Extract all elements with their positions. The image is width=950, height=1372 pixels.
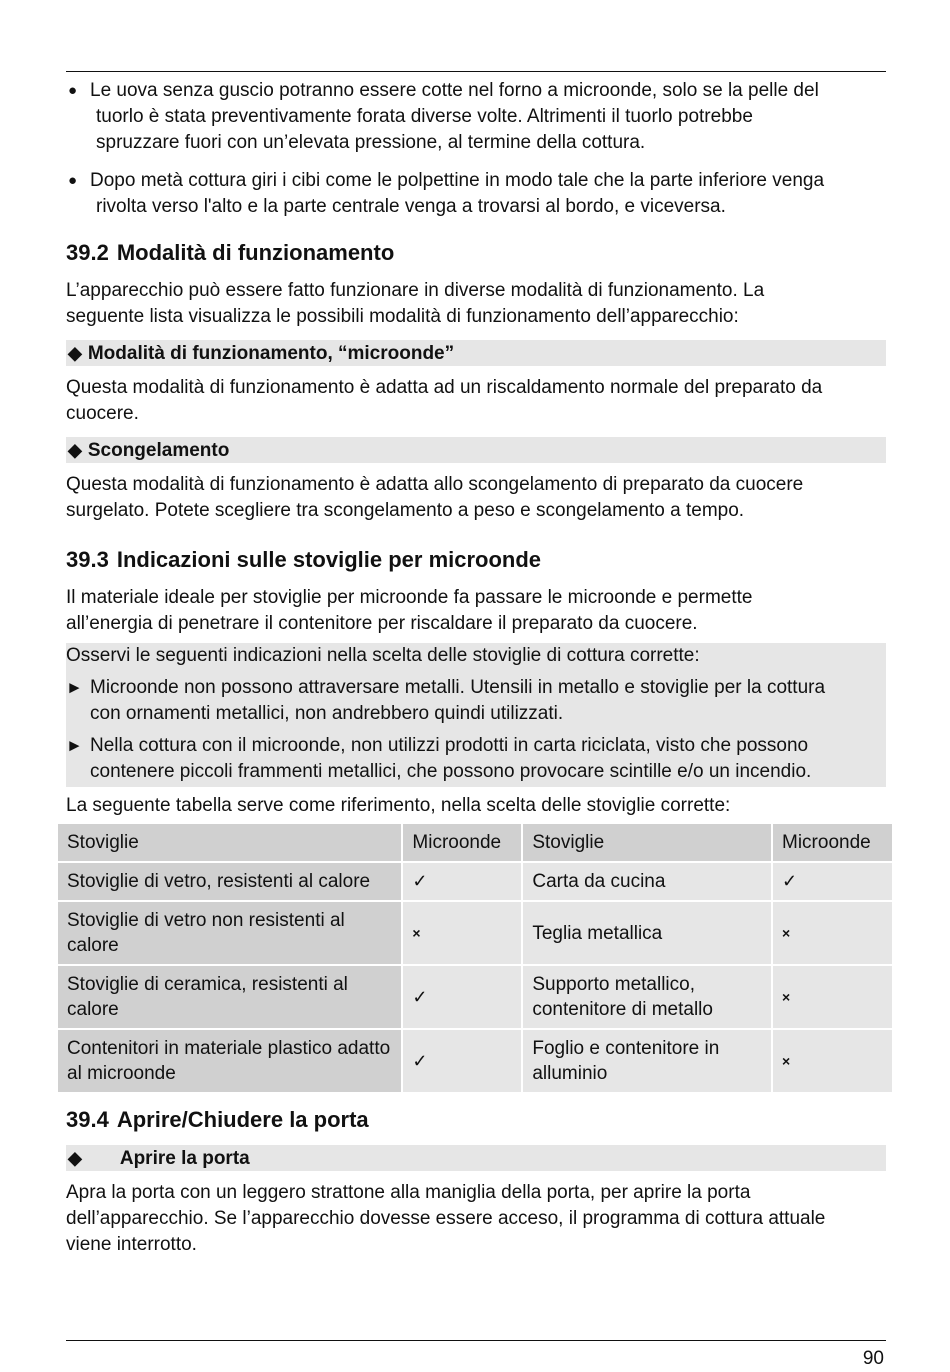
note-text: con ornamenti metallici, non andrebbero quindi utilizzati. [90, 703, 564, 724]
mode-heading-defrost [66, 437, 886, 463]
note-heading: Osservi le seguenti indicazioni nella scelta delle stoviglie di cottura corrette: [66, 645, 700, 666]
mode-title: Modalità di funzionamento, “microonde” [87, 343, 455, 364]
header-cell: Stoviglie [522, 824, 772, 862]
section-title: Indicazioni sulle stoviglie per microonde [116, 547, 542, 572]
bottom-rule [66, 1340, 886, 1341]
paragraph-line: surgelato. Potete scegliere tra scongelamento a peso e scongelamento a tempo. [66, 500, 745, 521]
header-cell: Stoviglie [58, 824, 402, 862]
sub-title: Aprire la porta [119, 1148, 250, 1169]
paragraph-line: L’apparecchio può essere fatto funzionare in diverse modalità di funzionamento. La [66, 280, 765, 301]
table-row [58, 901, 893, 965]
bullet-icon: ● [68, 172, 78, 189]
table-row [58, 1029, 893, 1093]
cookware-cell: Supporto metallico, contenitore di metallo [522, 965, 772, 1029]
bullet-icon: ● [68, 82, 78, 99]
check-icon: ✓ [782, 871, 798, 891]
bullet-text: spruzzare fuori con un’elevata pressione, al termine della cottura. [96, 132, 646, 153]
bullet-text: Le uova senza guscio potranno essere cotte nel forno a microonde, solo se la pelle del [90, 80, 819, 101]
section-39-2 [66, 238, 886, 524]
arrow-right-icon: ► [66, 736, 83, 755]
note-text: Nella cottura con il microonde, non utilizzi prodotti in carta riciclata, visto che possono [90, 735, 809, 756]
section-heading [66, 545, 886, 575]
bullet-text: rivolta verso l'alto e la parte centrale venga a trovarsi al bordo, e viceversa. [96, 196, 726, 217]
section-number: 39.4 [66, 1107, 109, 1132]
check-icon: ✓ [412, 986, 428, 1007]
cookware-cell: Foglio e contenitore in alluminio [522, 1029, 772, 1093]
cookware-table [58, 824, 894, 1094]
bullet-item [66, 168, 886, 220]
paragraph-line: cuocere. [66, 403, 139, 424]
cookware-cell: Contenitori in materiale plastico adatto al microonde [58, 1029, 402, 1093]
bullet-list [66, 78, 886, 220]
cross-icon: × [782, 925, 791, 941]
cross-icon: × [782, 989, 791, 1005]
paragraph-line: Questa modalità di funzionamento è adatta allo scongelamento di preparato da cuocere [66, 474, 804, 495]
section-39-4 [66, 1105, 886, 1258]
table-row [58, 965, 893, 1029]
diamond-icon: ◆ [68, 343, 82, 363]
cookware-cell: Stoviglie di vetro non resistenti al calore [58, 901, 402, 965]
note-item [66, 733, 886, 785]
bullet-text: Dopo metà cottura giri i cibi come le polpettine in modo tale che la parte inferiore venga [90, 170, 825, 191]
paragraph-line: all’energia di penetrare il contenitore per riscaldare il preparato da cuocere. [66, 613, 698, 634]
bullet-item [66, 78, 886, 156]
table-header-row [58, 824, 893, 862]
diamond-icon: ◆ [68, 440, 82, 460]
mode-title: Scongelamento [87, 440, 230, 461]
note-text: contenere piccoli frammenti metallici, che possono provocare scintille e/o un incendio. [90, 761, 812, 782]
paragraph-line: dell’apparecchio. Se l’apparecchio dovesse essere acceso, il programma di cottura attuale [66, 1208, 826, 1229]
paragraph-line: Questa modalità di funzionamento è adatta ad un riscaldamento normale del preparato da [66, 377, 823, 398]
header-cell: Microonde [402, 824, 522, 862]
paragraph-line: Apra la porta con un leggero strattone alla maniglia della porta, per aprire la porta [66, 1182, 751, 1203]
cookware-cell: Stoviglie di ceramica, resistenti al calore [58, 965, 402, 1029]
section-heading [66, 1105, 886, 1135]
section-heading [66, 238, 886, 268]
note-item [66, 675, 886, 727]
arrow-right-icon: ► [66, 678, 83, 697]
page-number: 90 [862, 1348, 884, 1369]
section-title: Modalità di funzionamento [116, 240, 395, 265]
check-icon: ✓ [412, 871, 428, 891]
check-icon: ✓ [412, 1050, 428, 1071]
paragraph-line: Il materiale ideale per stoviglie per microonde fa passare le microonde e permette [66, 587, 753, 608]
note-box [66, 643, 886, 787]
bullet-text: tuorlo è stata preventivamente forata diverse volte. Altrimenti il tuorlo potrebbe [96, 106, 753, 127]
cross-icon: × [782, 1053, 791, 1069]
paragraph-line: seguente lista visualizza le possibili modalità di funzionamento dell’apparecchio: [66, 306, 739, 327]
diamond-icon: ◆ [68, 1148, 82, 1168]
top-rule [66, 71, 886, 72]
mode-heading-microwave [66, 340, 886, 366]
cookware-cell: Carta da cucina [522, 862, 772, 901]
header-cell: Microonde [772, 824, 893, 862]
section-title: Aprire/Chiudere la porta [116, 1107, 369, 1132]
cookware-cell: Stoviglie di vetro, resistenti al calore [58, 862, 402, 901]
cross-icon: × [412, 925, 421, 941]
table-intro: La seguente tabella serve come riferimento, nella scelta delle stoviglie corrette: [66, 795, 731, 816]
table-row [58, 862, 893, 901]
paragraph-line: viene interrotto. [66, 1234, 197, 1255]
sub-heading-open-door [66, 1145, 886, 1171]
note-text: Microonde non possono attraversare metalli. Utensili in metallo e stoviglie per la cottura [90, 677, 826, 698]
section-number: 39.2 [66, 240, 109, 265]
cookware-cell: Teglia metallica [522, 901, 772, 965]
section-39-3 [66, 545, 886, 819]
section-number: 39.3 [66, 547, 109, 572]
